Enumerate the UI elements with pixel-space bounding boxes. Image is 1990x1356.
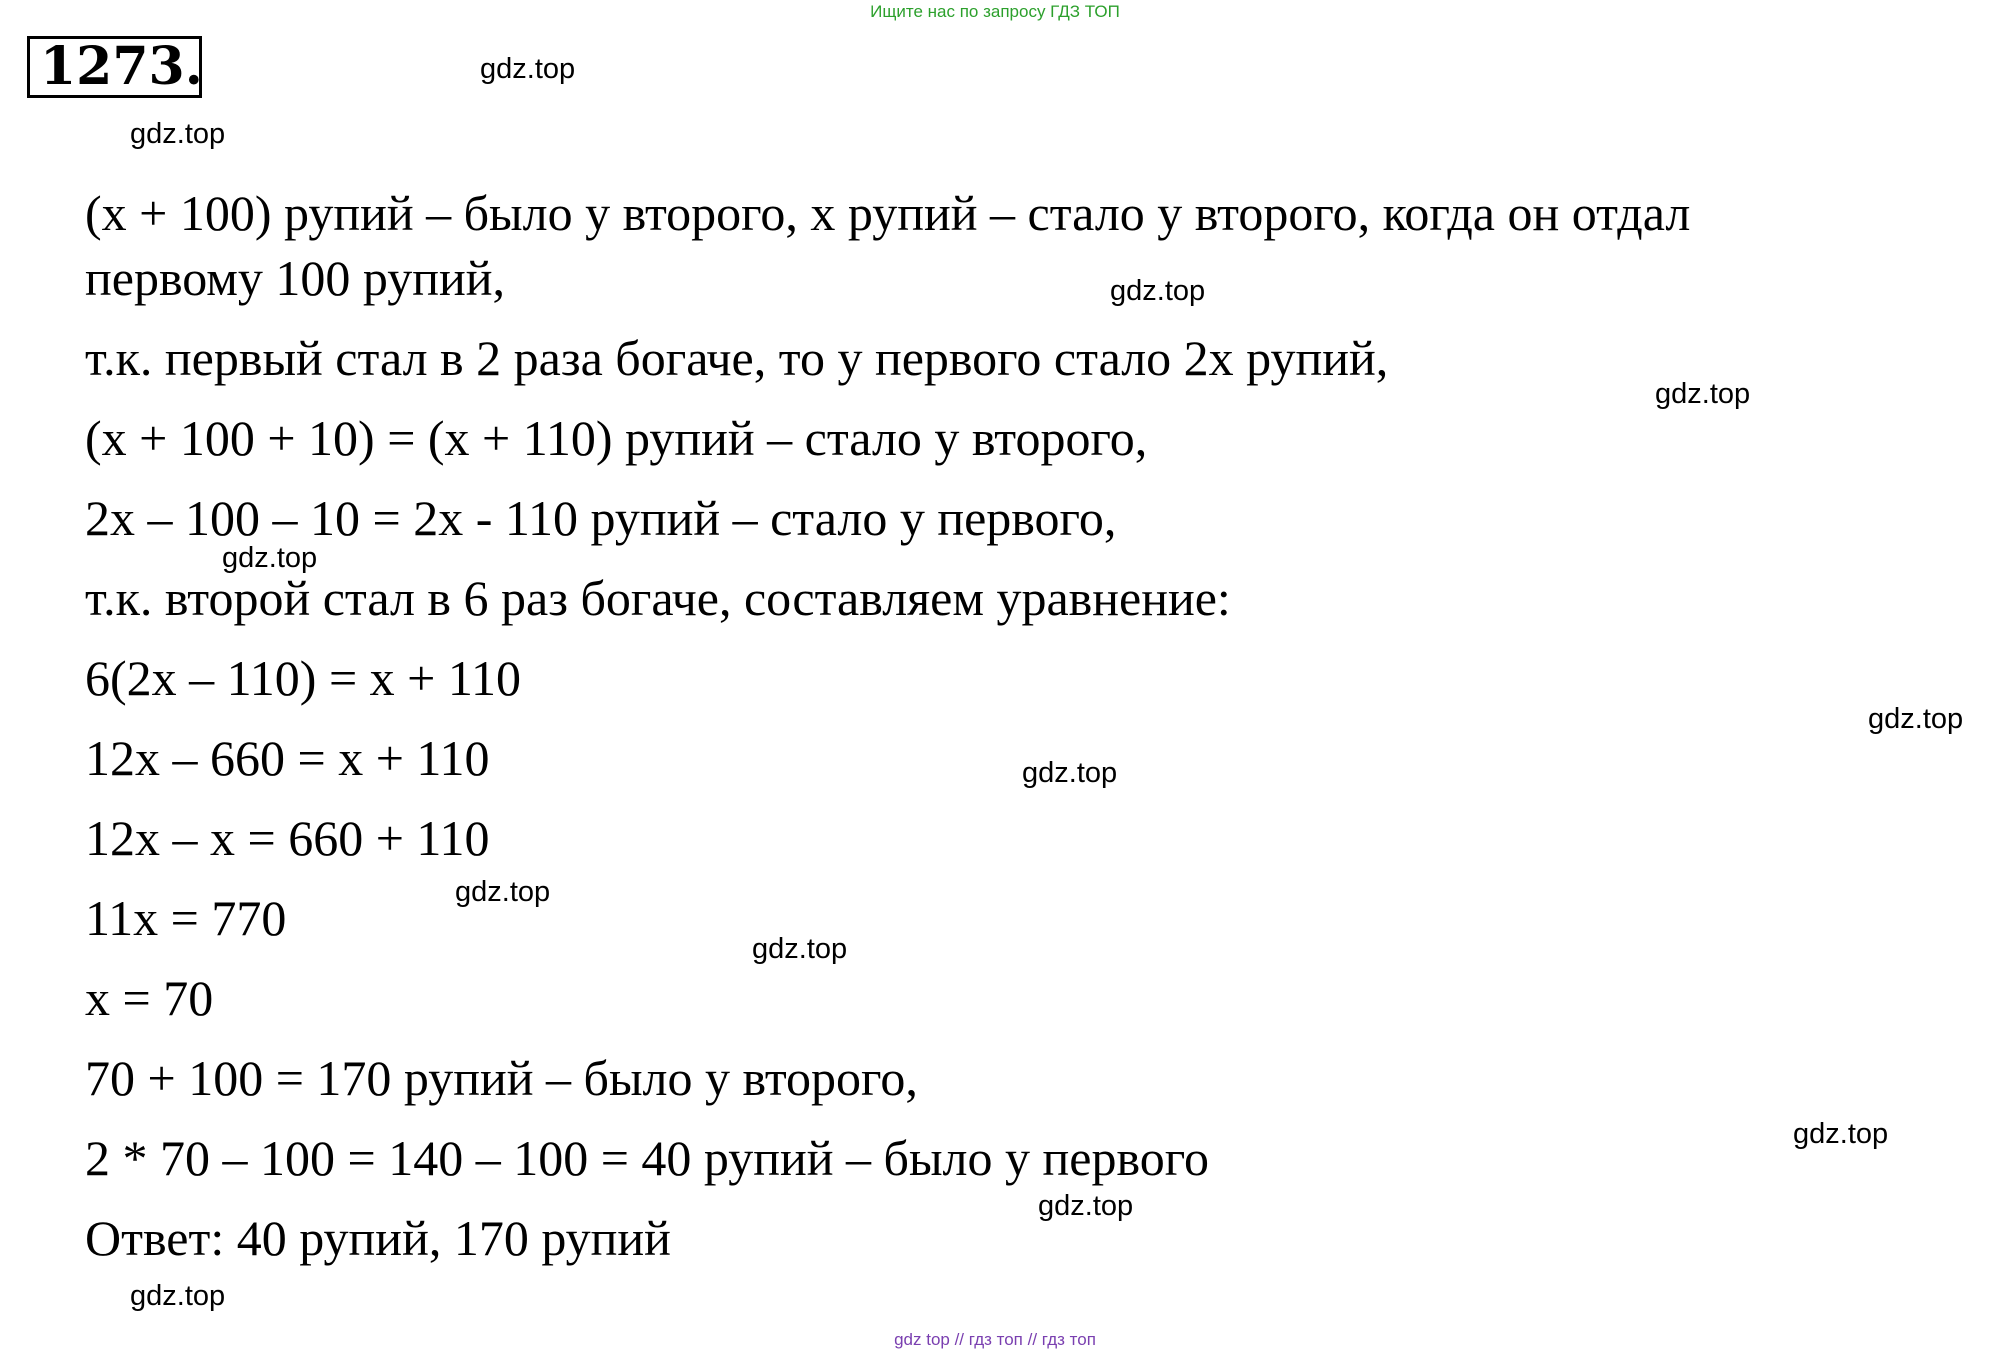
watermark: gdz.top (1038, 1190, 1134, 1222)
solution-line: 12x – x = 660 + 110 (85, 810, 490, 866)
watermark: gdz.top (1022, 757, 1118, 789)
solution-line: 2x – 100 – 10 = 2x - 110 рупий – стало у первого, (85, 490, 1117, 546)
solution-line: Ответ: 40 рупий, 170 рупий (85, 1210, 671, 1266)
watermark: gdz.top (1868, 703, 1964, 735)
watermark: gdz.top (455, 876, 551, 908)
footer-links: gdz top // гдз топ // гдз топ (894, 1330, 1096, 1349)
watermark: gdz.top (752, 933, 848, 965)
solution-line: (x + 100 + 10) = (x + 110) рупий – стало у второго, (85, 410, 1148, 466)
watermark: gdz.top (130, 118, 226, 150)
solution-line: x = 70 (85, 970, 214, 1026)
watermark: gdz.top (130, 1280, 226, 1312)
solution-line: 70 + 100 = 170 рупий – было у второго, (85, 1050, 918, 1106)
watermark: gdz.top (1793, 1118, 1889, 1150)
solution-line: первому 100 рупий, (85, 250, 506, 306)
watermark: gdz.top (1110, 275, 1206, 307)
solution-line: 6(2x – 110) = x + 110 (85, 650, 521, 706)
solution-line: т.к. второй стал в 6 раз богаче, составляем уравнение: (85, 570, 1231, 626)
top-banner: Ищите нас по запросу ГДЗ ТОП (870, 2, 1120, 21)
solution-line: 11x = 770 (85, 890, 287, 946)
solution-line: т.к. первый стал в 2 раза богаче, то у первого стало 2x рупий, (85, 330, 1389, 386)
watermark: gdz.top (1655, 378, 1751, 410)
watermark: gdz.top (222, 542, 318, 574)
solution-line: (x + 100) рупий – было у второго, x рупий – стало у второго, когда он отдал (85, 185, 1691, 241)
solution-line: 12x – 660 = x + 110 (85, 730, 490, 786)
watermark: gdz.top (480, 53, 576, 85)
solution-line: 2 * 70 – 100 = 140 – 100 = 40 рупий – было у первого (85, 1130, 1209, 1186)
problem-number: 1273. (27, 36, 202, 98)
